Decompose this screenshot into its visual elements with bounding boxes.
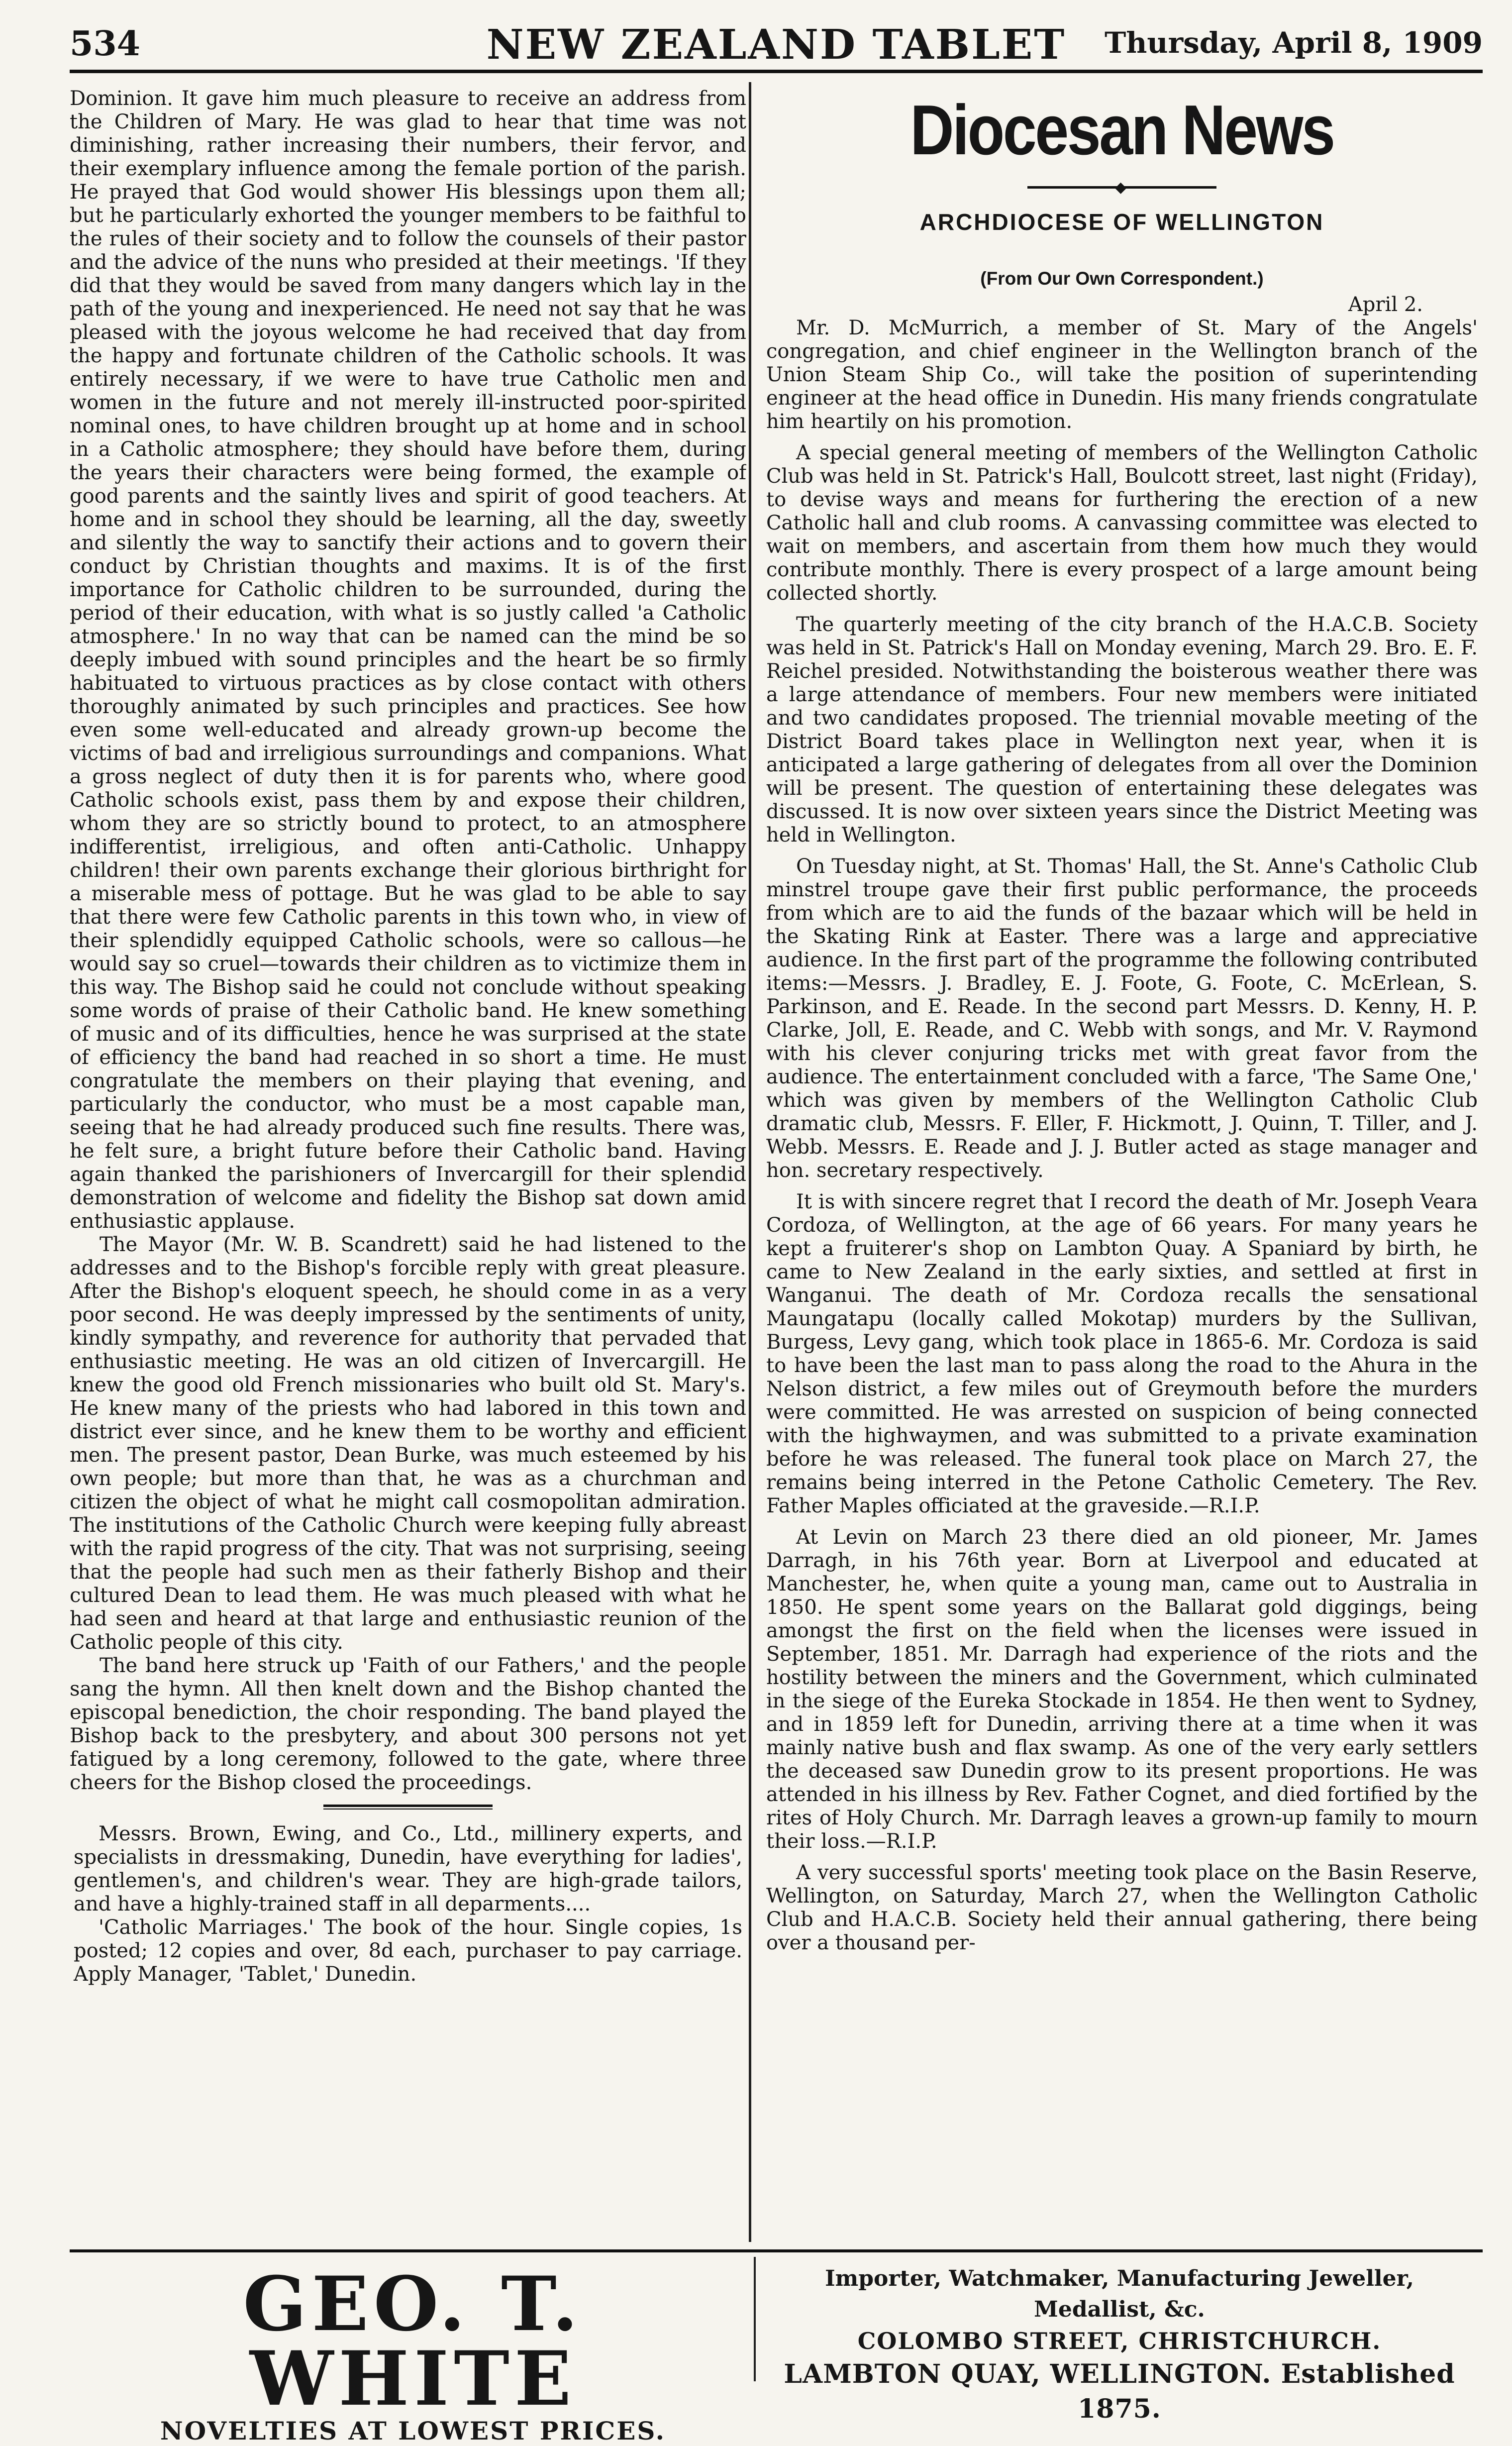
news-paragraph: A very successful sports' meeting took place on the Basin Reserve, Wellington, on Saturday, March 27, when the Wellington Catholic Club and H.A.C.B. Society held their annual gathering, there being over a thousand per-: [766, 1861, 1478, 1954]
section-title: Diocesan News: [910, 91, 1334, 170]
left-column: [70, 87, 746, 2237]
title-rule: [1027, 179, 1216, 196]
article-paragraph: Dominion. It gave him much pleasure to receive an address from the Children of Mary. He was glad to hear that time was not diminishing, rather increasing their numbers, their fervor, and their exemplary influence among the female portion of the parish. He prayed that God would shower His blessings upon them all; but he particularly exhorted the younger members to be faithful to the rules of their society and to follow the counsels of their pastor and the advice of the nuns who presided at their meetings. 'If they did that they would be saved from many dangers which lay in the path of the young and inexperienced. He need not say that he was pleased with the joyous welcome he had received that day from the happy and fortunate children of the Catholic schools. It was entirely necessary, if we were to have true Catholic men and women in the future and not merely ill-instructed poor-spirited nominal ones, to have children brought up at home and in school in a Catholic atmosphere; they should have before them, during the years their characters were being formed, the example of good parents and the saintly lives and spirit of good teachers. At home and in school they should be learning, all the day, sweetly and silently the way to sanctify their actions and to govern their conduct by Christian thoughts and maxims. It is of the first importance for Catholic children to be surrounded, during the period of their education, with what is so justly called 'a Catholic atmosphere.' In no way that can be named can the mind be so deeply imbued with sound principles and the heart be so firmly habituated to virtuous practices as by close contact with others thoroughly animated by such principles and practices. See how even some well-educated and already grown-up become the victims of bad and irreligious surroundings and companions. What a gross neglect of duty then it is for parents who, where good Catholic schools exist, pass them by and expose their children, whom they are so strictly bound to protect, to an atmosphere indifferentist, irreligious, and often anti-Catholic. Unhappy children! their own parents exchange their glorious birthright for a miserable mess of pottage. But he was glad to be able to say that there were few Catholic parents in this town who, in view of their splendidly equipped Catholic schools, were so callous—he would say so cruel—towards their children as to victimize them in this way. The Bishop said he could not conclude without speaking some words of praise of their Catholic band. He knew something of music and of its difficulties, hence he was surprised at the state of efficiency the band had reached in so short a time. He must congratulate the members on their playing that evening, and particularly the conductor, who must be a most capable man, seeing that he had already produced such fine results. There was, he felt sure, a bright future before their Catholic band. Having again thanked the parishioners of Invercargill for their splendid demonstration of welcome and fidelity the Bishop sat down amid enthusiastic applause.: [70, 87, 746, 1233]
right-column: [766, 75, 1478, 2237]
article-paragraph: The band here struck up 'Faith of our Fathers,' and the people sang the hymn. All then knelt down and the Bishop chanted the episcopal benediction, the choir responding. The band played the Bishop back to the presbytery, and about 300 persons not yet fatigued by a long ceremony, followed to the gate, where three cheers for the Bishop closed the proceedings.: [70, 1654, 746, 1794]
notice-paragraph: Messrs. Brown, Ewing, and Co., Ltd., millinery experts, and specialists in dressmaking, Dunedin, have everything for ladies', gentlemen's, and children's wear. They are high-grade tailors, and have a highly-trained staff in all deparments....: [74, 1822, 742, 1915]
dateline: April 2.: [1348, 293, 1423, 316]
header-rule: [70, 70, 1483, 73]
footer-rule: [70, 2249, 1483, 2252]
news-paragraph: A special general meeting of members of the Wellington Catholic Club was held in St. Patrick's Hall, Boulcott street, last night (Friday), to devise ways and means for furthering the erection of a new Catholic hall and club rooms. A canvassing committee was elected to wait on members, and ascertain from them how much they would contribute monthly. There is every prospect of a large amount being collected shortly.: [766, 441, 1478, 605]
page-number: 534: [70, 24, 140, 64]
news-paragraph: On Tuesday night, at St. Thomas' Hall, the St. Anne's Catholic Club minstrel troupe gave their first public performance, the proceeds from which are to aid the funds of the bazaar which will be held in the Skating Rink at Easter. There was a large and appreciative audience. In the first part of the programme the following contributed items:—Messrs. J. Bradley, E. J. Foote, G. Foote, C. McErlean, S. Parkinson, and E. Reade. In the second part Messrs. D. Kenny, H. P. Clarke, Joll, E. Reade, and C. Webb with songs, and Mr. V. Raymond with his clever conjuring tricks met with great favor from the audience. The entertainment concluded with a farce, 'The Same One,' which was given by members of the Wellington Catholic Club dramatic club, Messrs. F. Eller, F. Hickmott, J. Quinn, T. Tiller, and J. Webb. Messrs. E. Reade and J. J. Butler acted as stage manager and hon. secretary respectively.: [766, 855, 1478, 1182]
section-divider: [323, 1805, 493, 1809]
advertiser-address-christchurch: COLOMBO STREET, CHRISTCHURCH.: [857, 2328, 1382, 2354]
page-header: [70, 15, 1483, 70]
news-paragraph: The quarterly meeting of the city branch of the H.A.C.B. Society was held in St. Patrick's Hall on Monday evening, March 29. Bro. E. F. Reichel presided. Notwithstanding the boisterous weather there was a large attendance of members. Four new members were initiated and two candidates proposed. The triennial movable meeting of the District Board takes place in Wellington next year, when it is anticipated a large gathering of delegates from all over the Dominion will be present. The question of entertaining these delegates was discussed. It is now over sixteen years since the District Meeting was held in Wellington.: [766, 613, 1478, 847]
notice-paragraph: 'Catholic Marriages.' The book of the hour. Single copies, 1s posted; 12 copies and over, 8d each, purchaser to pay carriage. Apply Manager, 'Tablet,' Dunedin.: [74, 1916, 742, 1986]
advertiser-tagline: NOVELTIES AT LOWEST PRICES.: [160, 2416, 666, 2446]
column-divider: [749, 82, 751, 2242]
news-paragraph: At Levin on March 23 there died an old pioneer, Mr. James Darragh, in his 76th year. Born at Liverpool and educated at Manchester, he, when quite a young man, came out to Australia in 1850. He spent some years on the Ballarat gold diggings, being amongst the first on the field when the licenses were issued in September, 1851. Mr. Darragh had experience of the riots and the hostility between the miners and the Government, which culminated in the siege of the Eureka Stockade in 1854. He then went to Sydney, and in 1859 left for Dunedin, arriving there at a time when it was mainly native bush and flax swamp. As one of the very early settlers the deceased saw Dunedin grow to its present proportions. He was attended in his illness by Rev. Father Cognet, and died fortified by the rites of Holy Church. Mr. Darragh leaves a grown-up family to mourn their loss.—R.I.P.: [766, 1526, 1478, 1853]
news-paragraph: Mr. D. McMurrich, a member of St. Mary of the Angels' congregation, and chief engineer in the Wellington branch of the Union Steam Ship Co., will take the position of superintending engineer at the head office in Dunedin. His many friends congratulate him heartily on his promotion.: [766, 317, 1478, 433]
advertisement-divider: [754, 2257, 756, 2381]
news-paragraph: It is with sincere regret that I record the death of Mr. Joseph Veara Cordoza, of Wellington, at the age of 66 years. For many years he kept a fruiterer's shop on Lambton Quay. A Spaniard by birth, he came to New Zealand in the early sixties, and settled at first in Wanganui. The death of Mr. Cordoza recalls the sensational Maungatapu (locally called Mokotap) murders by the Sullivan, Burgess, Levy gang, which took place in 1865-6. Mr. Cordoza is said to have been the last man to pass along the road to the Ahura in the Nelson district, a few miles out of Greymouth before the murders were committed. He was arrested on suspicion of being connected with the highwaymen, and was submitted to a private examination before he was released. The funeral took place on March 27, the remains being interred in the Petone Catholic Cemetery. The Rev. Father Maples officiated at the graveside.—R.I.P.: [766, 1190, 1478, 1517]
byline: (From Our Own Correspondent.): [980, 268, 1264, 289]
publication-title: NEW ZEALAND TABLET: [486, 21, 1066, 69]
article-paragraph: The Mayor (Mr. W. B. Scandrett) said he had listened to the addresses and to the Bishop's forcible reply with great pleasure. After the Bishop's eloquent speech, he should come in as a very poor second. He was deeply impressed by the sentiments of unity, kindly sympathy, and reverence for authority that pervaded that enthusiastic meeting. He was an old citizen of Invercargill. He knew the good old French missionaries who built old St. Mary's. He knew many of the priests who had labored in this town and district ever since, and he knew them to be worthy and efficient men. The present pastor, Dean Burke, was much esteemed by his own people; but more than that, he was as a churchman and citizen the object of what he might call cosmopolitan admiration. The institutions of the Catholic Church were keeping fully abreast with the rapid progress of the city. That was not surprising, seeing that the people had such men as their fatherly Bishop and their cultured Dean to lead them. He was much pleased with what he had seen and heard at that large and enthusiastic reunion of the Catholic people of this city.: [70, 1233, 746, 1654]
advertiser-trades: Importer, Watchmaker, Manufacturing Jeweller, Medallist, &c.: [825, 2266, 1414, 2322]
section-subtitle: ARCHDIOCESE OF WELLINGTON: [919, 209, 1324, 235]
advertiser-name: GEO. T. WHITE: [243, 2260, 583, 2423]
notices: [70, 1819, 746, 1986]
diamond-ornament-icon: ◆: [1115, 179, 1127, 196]
advertisement-details: [761, 2263, 1478, 2427]
issue-date: Thursday, April 8, 1909: [1105, 26, 1483, 60]
advertisement-name-block: [124, 2260, 702, 2446]
advertiser-address-wellington: LAMBTON QUAY, WELLINGTON. Established 1875.: [784, 2359, 1455, 2424]
